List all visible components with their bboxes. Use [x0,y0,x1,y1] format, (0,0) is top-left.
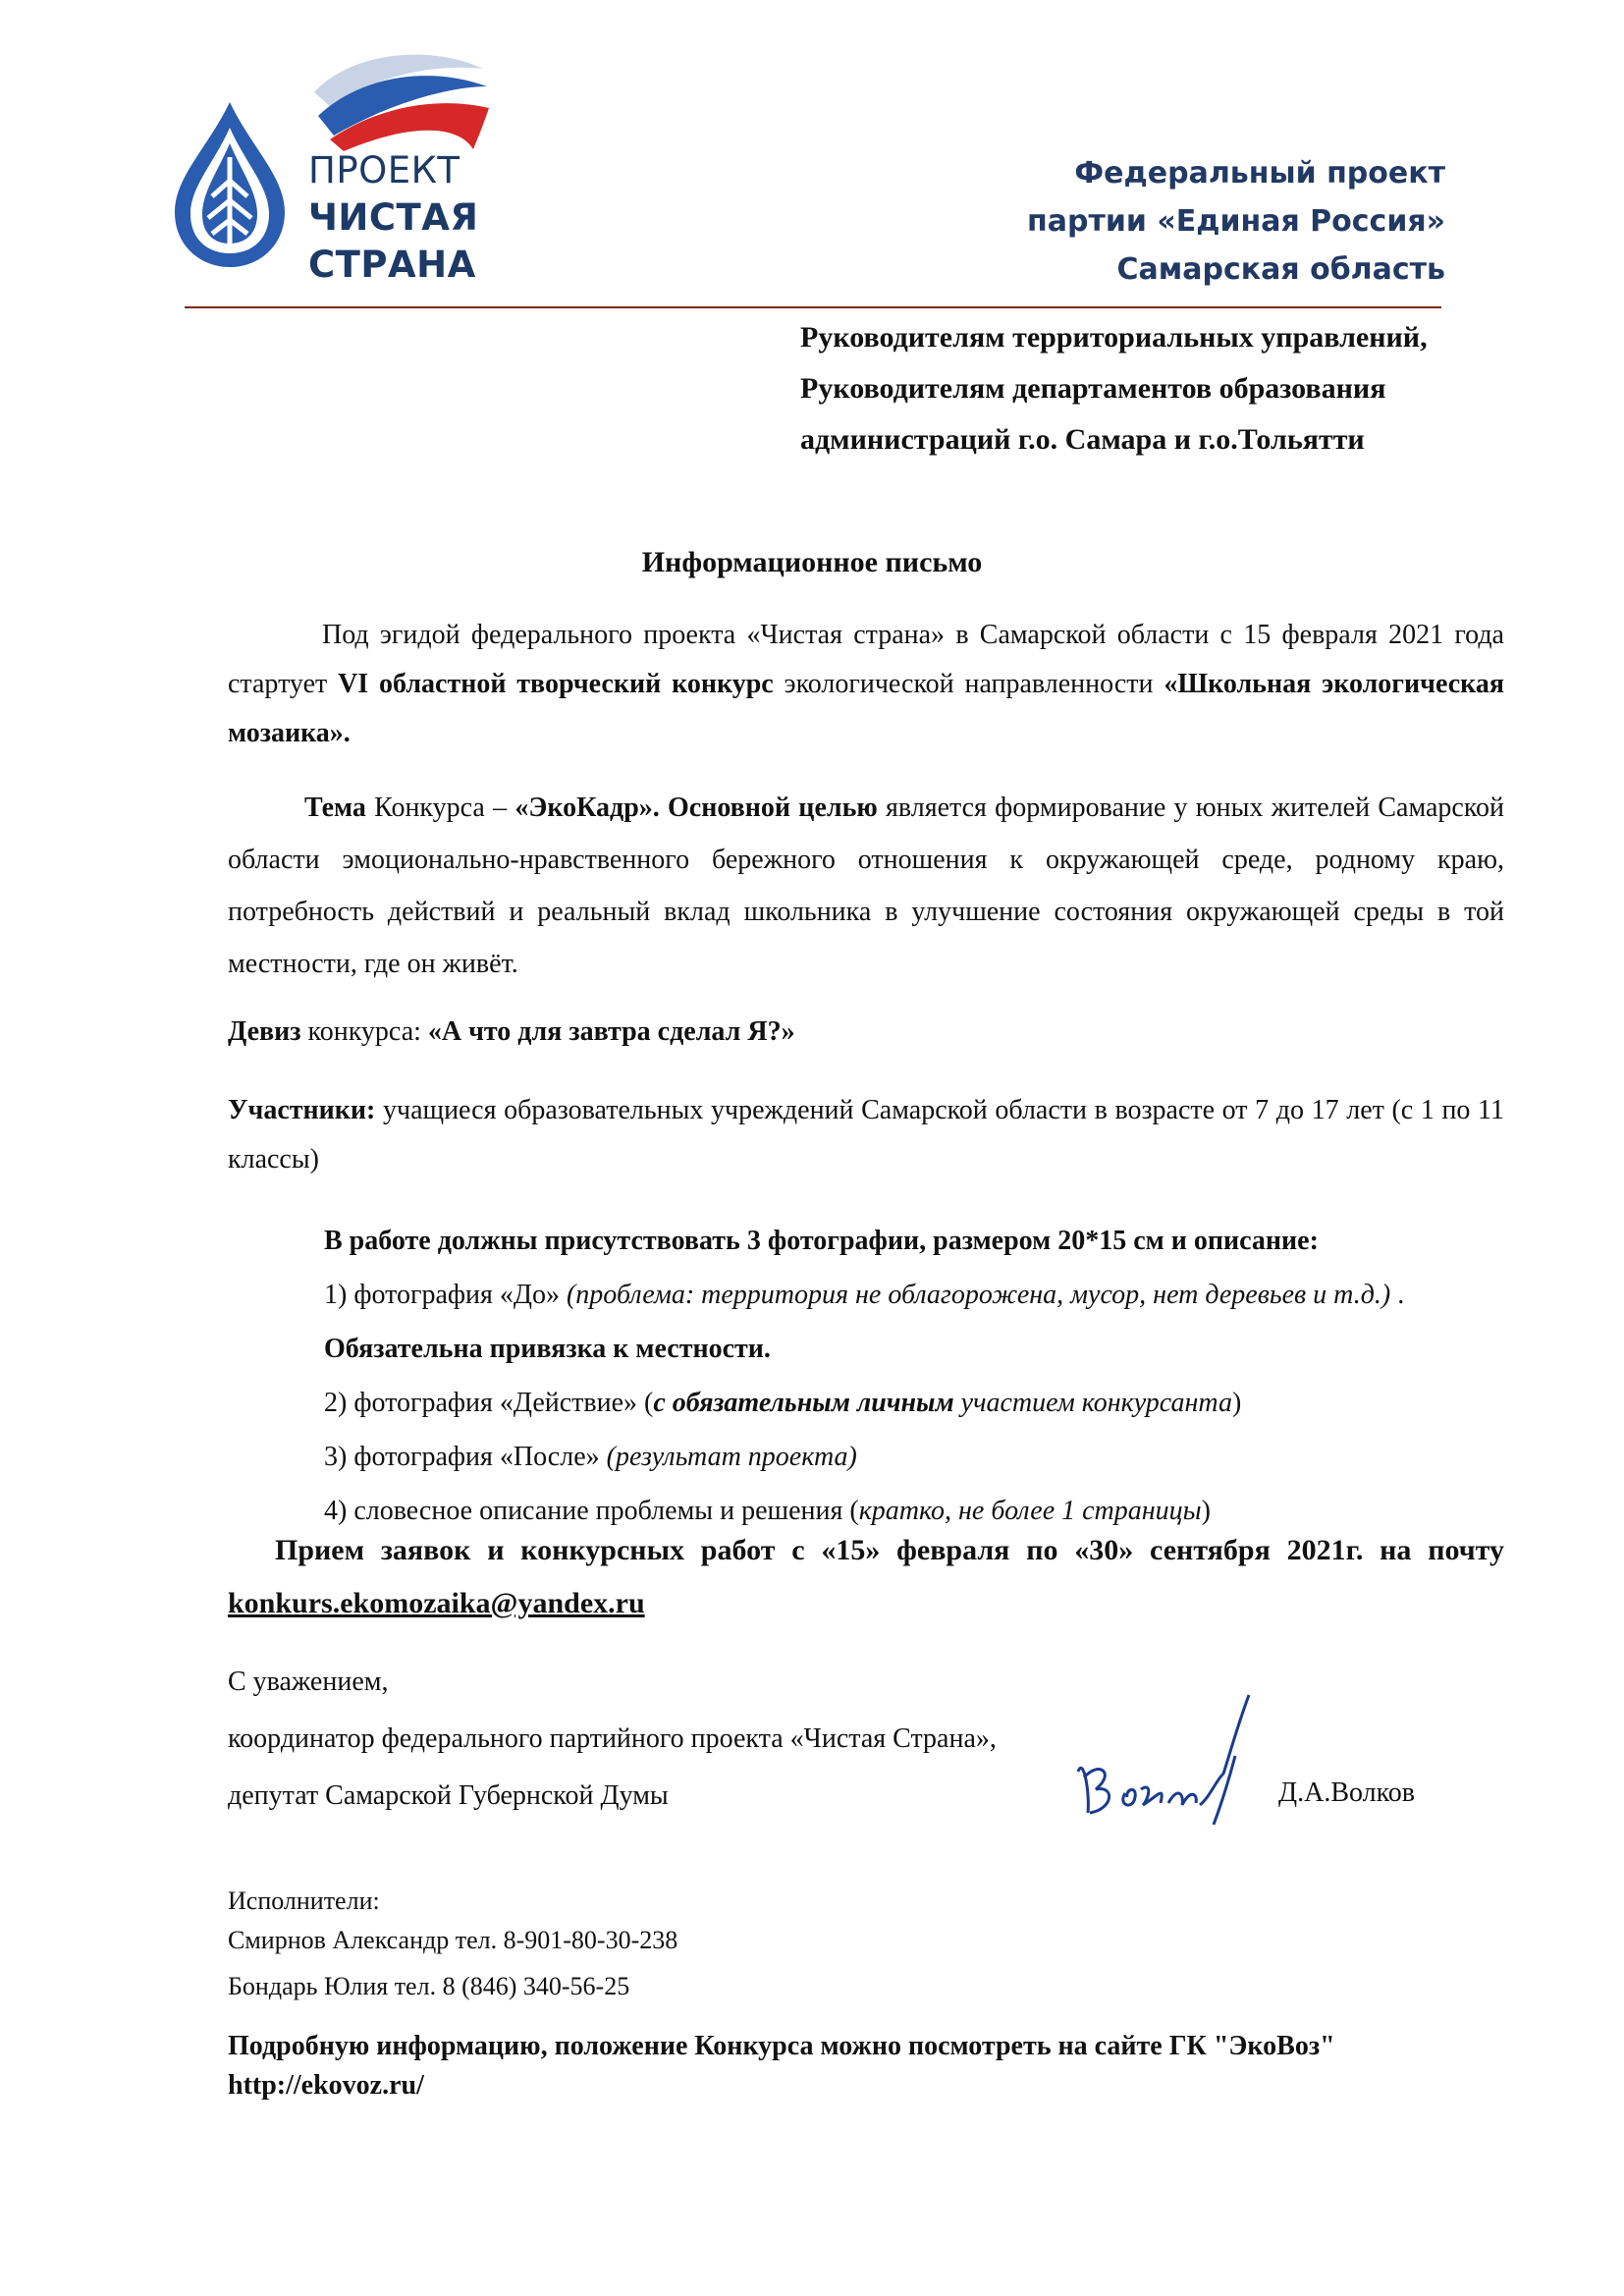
logo-line-3: СТРАНА [308,244,476,286]
intro-text-2: экологической направленности [773,669,1164,699]
item-4-end: ) [1201,1496,1211,1526]
addressee-line-2: Руководителям департаментов образования [800,372,1386,405]
item-1-text: 1) фотография «До» [324,1280,567,1310]
closing-greeting: С уважением, [228,1667,389,1697]
motto-text: конкурса: [300,1016,428,1047]
executor-2: Бондарь Юлия тел. 8 (846) 340-56-25 [228,1972,630,2000]
tricolor-flag-swoosh-icon [310,47,491,153]
closing-title: депутат Самарской Губернской Думы [228,1780,669,1811]
item-2-text: 2) фотография «Действие» ( [324,1388,654,1418]
binding-required: Обязательна привязка к местности. [324,1334,771,1364]
theme-paragraph [228,782,1504,990]
header-divider [185,306,1441,308]
requirements-header: В работе должны присутствовать 3 фотографии, размером 20*15 см и описание: [324,1226,1319,1256]
participants-text: учащиеся образовательных учреждений Самарской области в возрасте от 7 до 17 лет (с 1 по 11 классы) [228,1095,1504,1175]
theme-label: Тема [304,793,366,823]
item-1-note: (проблема: территория не облагорожена, мусор, нет деревьев и т.д.) [566,1280,1391,1310]
motto-label: Девиз [228,1016,301,1047]
executors-label: Исполнители: [228,1886,380,1915]
website-link[interactable]: http://ekovoz.ru/ [228,2070,424,2101]
executor-1: Смирнов Александр тел. 8-901-80-30-238 [228,1926,678,1954]
closing-block [228,1654,997,1825]
contest-title-bold: «Школьная экологическая мозаика». [228,669,1504,748]
deadline-text: Прием заявок и конкурсных работ с «15» февраля по «30» сентября 2021г. на почту [275,1534,1504,1566]
logo-line-1: ПРОЕКТ [308,149,460,191]
org-line-1: Федеральный проект [1074,156,1445,191]
item-3-text: 3) фотография «После» [324,1442,607,1472]
item-1-end: . [1390,1280,1405,1310]
motto-value: «А что для завтра сделал Я?» [427,1016,795,1047]
participants-label: Участники: [228,1095,376,1125]
theme-text-1: Конкурса – [365,793,515,823]
org-line-3: Самарская область [1116,252,1445,287]
theme-name: «ЭкоКадр». [514,793,660,823]
item-2-end: ) [1231,1388,1242,1418]
theme-spacer [660,793,668,823]
footer-line: Подробную информацию, положение Конкурса можно посмотреть на сайте ГК "ЭкоВоз" [228,2031,1335,2061]
item-4-note: кратко, не более 1 страницы [858,1496,1202,1526]
org-line-2: партии «Единая Россия» [1027,204,1445,239]
signatory-name: Д.А.Волков [1278,1777,1416,1808]
goal-text: является формирование у юных жителей Самарской области эмоционально-нравственного бережного отношения к окружающей среде, родному краю, потребность действий и реальный вклад школьника в улучшение состояния окружающей среды в той местности, где он живёт. [228,793,1504,979]
executors-block [228,1882,677,2001]
logo-line-2: ЧИСТАЯ [308,196,479,239]
item-3-note: (результат проекта) [606,1442,857,1472]
item-2-note: участием конкурсанта [953,1388,1232,1418]
addressee-line-3: администраций г.о. Самара и г.о.Тольятти [800,423,1365,456]
list-item [324,1430,1532,1484]
intro-text-1: Под эгидой федерального проекта «Чистая страна» в Самарской области с 15 февраля 2021 года стартует [228,620,1504,699]
handwritten-signature [1070,1687,1316,1834]
item-2-emphasis: с обязательным личным [653,1388,954,1418]
logo-wordmark [308,147,478,289]
participants-paragraph [228,1086,1504,1184]
list-item [324,1376,1532,1430]
deadline-paragraph [228,1524,1504,1630]
footer-info [228,2027,1504,2105]
intro-paragraph [228,611,1504,758]
contest-name-bold: VI областной творческий конкурс [338,669,774,699]
organization-header [935,149,1445,294]
motto-line [228,1010,1504,1055]
goal-label: Основной целью [668,793,878,823]
letter-title: Информационное письмо [641,546,983,578]
item-4-text: 4) словесное описание проблемы и решения ( [324,1496,859,1526]
addressee-block [800,312,1428,465]
email-link[interactable]: konkurs.ekomozaika@yandex.ru [228,1587,645,1619]
closing-position: координатор федерального партийного проекта «Чистая Страна», [228,1723,997,1754]
clean-country-drop-logo-icon [169,98,291,271]
requirements-list [324,1214,1532,1538]
addressee-line-1: Руководителям территориальных управлений, [800,321,1428,354]
list-item [324,1268,1532,1322]
